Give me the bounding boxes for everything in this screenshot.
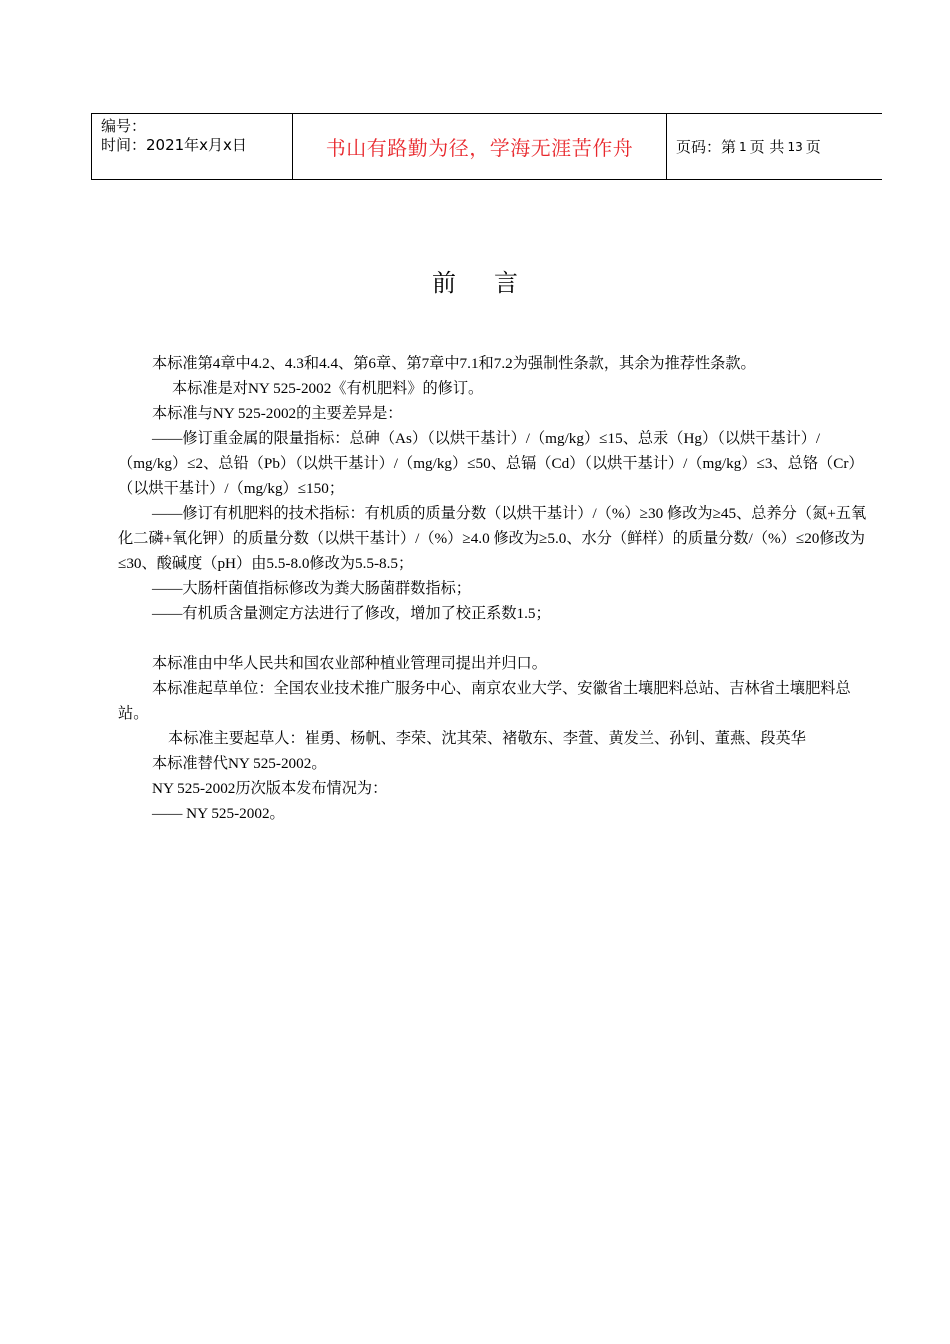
paragraph: 本标准替代NY 525-2002。 (152, 755, 327, 772)
page-indicator (667, 114, 882, 179)
page-suffix: 页 (805, 138, 821, 156)
paragraph: 本标准是对NY 525-2002《有机肥料》的修订。 (172, 380, 484, 397)
paragraph: ——修订有机肥料的技术指标：有机质的质量分数（以烘干基计）/（%）≥30 修改为≥45、总养分（氮+五氧化二磷+氧化钾）的质量分数（以烘干基计）/（%）≥4.0 修改为≥5.0、水分（鲜样）的质量分数/（%）≤20修改为≤30、酸碱度（pH）由5.5-8.0修改为5.5-8.5； (118, 505, 867, 572)
paragraph: ——有机质含量测定方法进行了修改，增加了校正系数1.5； (152, 605, 551, 622)
motto-text: 书山有路勤为径，学海无涯苦作舟 (325, 136, 634, 160)
page-title: 前言 (432, 269, 556, 297)
page-total: 13 (787, 139, 803, 154)
paragraph: 本标准与NY 525-2002的主要差异是： (152, 405, 403, 422)
page-current: 1 (739, 139, 747, 154)
spacer (118, 626, 872, 651)
document-body (118, 351, 872, 826)
header-meta-cell (92, 114, 293, 179)
paragraph: 本标准第4章中4.2、4.3和4.4、第6章、第7章中7.1和7.2为强制性条款，其余为推荐性条款。 (152, 355, 756, 372)
paragraph: NY 525-2002历次版本发布情况为： (152, 780, 388, 797)
time-label: 时间：2021年x月x日 (101, 136, 247, 154)
number-label: 编号： (101, 117, 147, 135)
paragraph: —— NY 525-2002。 (152, 805, 285, 822)
page-prefix: 页码：第 (676, 138, 737, 156)
header-motto-cell (293, 114, 667, 179)
paragraph: 本标准主要起草人：崔勇、杨帆、李荣、沈其荣、褚敬东、李萱、黄发兰、孙钊、董燕、段英华 (168, 730, 806, 747)
document-header (91, 113, 882, 180)
paragraph: ——修订重金属的限量指标：总砷（As）（以烘干基计）/（mg/kg）≤15、总汞（Hg）（以烘干基计）/（mg/kg）≤2、总铅（Pb）（以烘干基计）/（mg/kg）≤50、总镉（Cd）（以烘干基计）/（mg/kg）≤3、总铬（Cr）（以烘干基计）/（mg/kg）≤150； (118, 430, 864, 497)
page-middle: 页 共 (749, 138, 785, 156)
paragraph: ——大肠杆菌值指标修改为粪大肠菌群数指标； (152, 580, 471, 597)
paragraph: 本标准由中华人民共和国农业部种植业管理司提出并归口。 (152, 655, 547, 672)
paragraph: 本标准起草单位：全国农业技术推广服务中心、南京农业大学、安徽省土壤肥料总站、吉林省土壤肥料总站。 (118, 680, 851, 722)
